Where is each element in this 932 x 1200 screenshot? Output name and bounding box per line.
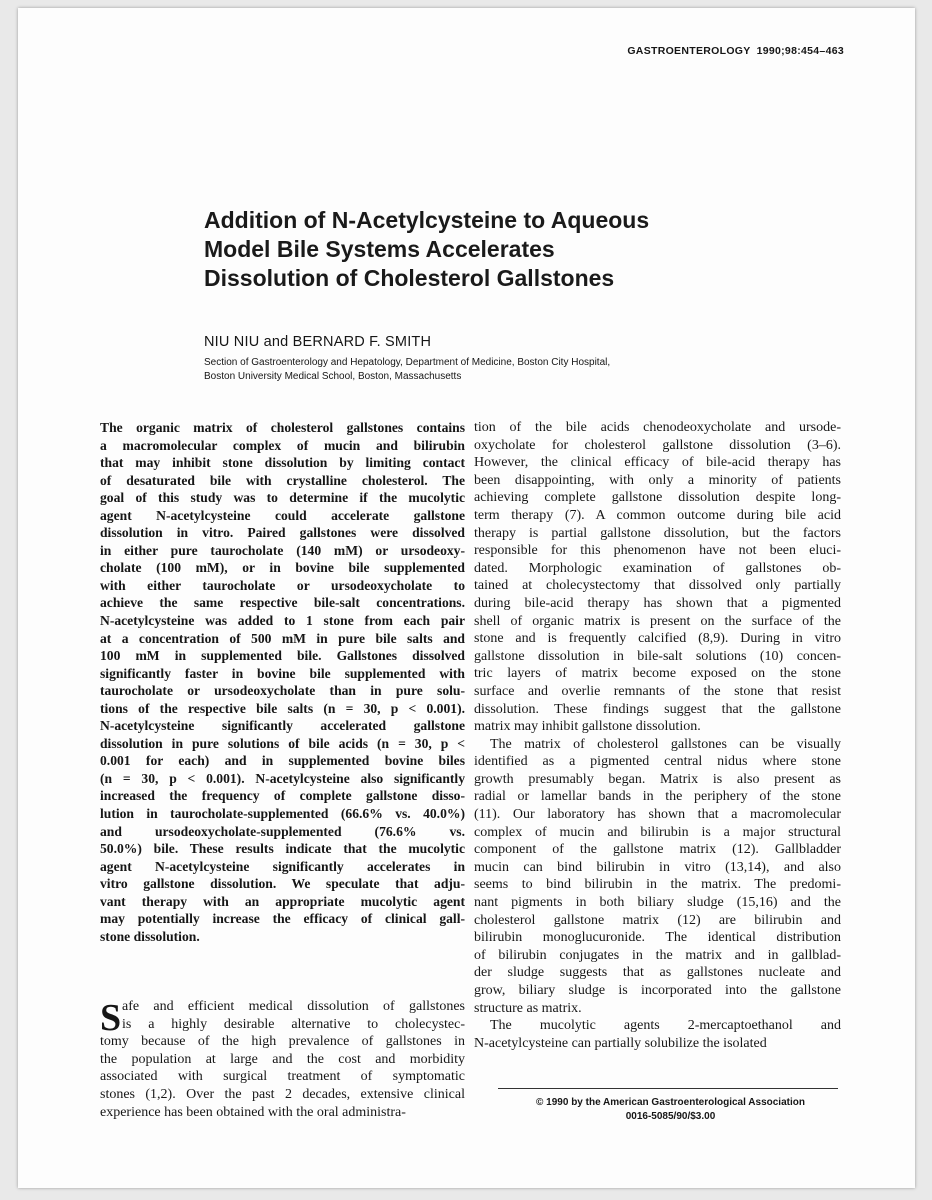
text-line: during bile-acid therapy has shown that a pigmented [474, 595, 841, 611]
introduction-paragraph [100, 998, 465, 1121]
journal-header [627, 45, 844, 57]
text-line: cholesterol gallstone matrix (12) are bilirubin and [474, 912, 841, 928]
text-line: 50.0%) bile. These results indicate that the mucolytic [100, 841, 465, 857]
journal-page [18, 8, 915, 1188]
text-line: dated. Morphologic examination of gallstones ob- [474, 560, 841, 576]
text-line: dissolution in pure solutions of bile acids (n = 30, p < [100, 735, 465, 751]
copyright-notice [498, 1096, 843, 1124]
text-line: (11). Our laboratory has shown that a macromolecular [474, 807, 841, 823]
text-line: significantly faster in bovine bile supplemented with [100, 665, 465, 681]
article-title [204, 206, 649, 293]
text-line: therapy is partial gallstone dissolution, but the factors [474, 525, 841, 541]
text-line: seems to bind bilirubin in the matrix. The predomi- [474, 877, 841, 893]
text-line: increased the frequency of complete gallstone disso- [100, 788, 465, 804]
text-line: gallstone dissolution in bile-salt solutions (10) concen- [474, 648, 841, 664]
journal-citation: 1990;98:454–463 [756, 45, 844, 57]
text-line: tric layers of matrix become exposed on the stone [474, 666, 841, 682]
text-line: responsible for this phenomenon have not been eluci- [474, 543, 841, 559]
affiliation [204, 356, 610, 384]
affiliation-line: Section of Gastroenterology and Hepatology, Department of Medicine, Boston City Hospital, [204, 357, 611, 368]
text-line: nant pigments in both biliary sludge (15,16) and the [474, 895, 841, 911]
abstract [100, 419, 465, 945]
text-line: in either pure taurocholate (140 mM) or ursodeoxy- [100, 542, 465, 558]
text-line: tomy because of the high prevalence of gallstones in [100, 1034, 465, 1050]
text-line: agent N-acetylcysteine could accelerate gallstone [100, 507, 465, 523]
text-line: oxycholate for cholesterol gallstone dissolution (3–6). [474, 437, 841, 453]
text-line: tions of the respective bile salts (n = 30, p < 0.001). [100, 700, 465, 716]
text-line: achieve the same respective bile-salt concentrations. [100, 595, 465, 611]
text-line: is a highly desirable alternative to cholecystec- [122, 1016, 465, 1032]
text-line: grow, biliary sludge is incorporated into the gallstone [474, 983, 841, 998]
text-line: growth presumably began. Matrix is also present as [474, 771, 841, 787]
text-line: The mucolytic agents 2-mercaptoethanol and [490, 1018, 841, 1034]
text-line: the population at large and the cost and morbidity [100, 1051, 465, 1067]
text-line: tion of the bile acids chenodeoxycholate and ursode- [474, 420, 841, 435]
journal-name: GASTROENTEROLOGY [627, 45, 751, 57]
text-line: stones (1,2). Over the past 2 decades, extensive clinical [100, 1086, 465, 1102]
copyright-text: © 1990 by the American Gastroenterological Association [536, 1097, 805, 1108]
text-line: stone dissolution. [100, 928, 200, 944]
text-line: agent N-acetylcysteine significantly accelerates in [100, 858, 465, 874]
text-line: experience has been obtained with the oral administra- [100, 1104, 406, 1120]
text-line: der sludge suggests that as gallstones nucleate and [474, 965, 841, 981]
text-line: term therapy (7). A common outcome during bile acid [474, 507, 841, 523]
text-line: matrix may inhibit gallstone dissolution. [474, 719, 701, 735]
text-line: complex of mucin and bilirubin is a major structural [474, 824, 841, 840]
text-line: may potentially increase the efficacy of clinical gall- [100, 911, 465, 927]
text-line: goal of this study was to determine if the mucolytic [100, 490, 465, 506]
text-line: dissolution. These findings suggest that the gallstone [474, 701, 841, 717]
text-line: identified as a pigmented central nidus where stone [474, 754, 841, 770]
text-line: vitro gallstone dissolution. We speculate that adju- [100, 876, 465, 892]
text-line: mucin can bind bilirubin in vitro (13,14), and also [474, 859, 841, 875]
title-line: Addition of N-Acetylcysteine to Aqueous [204, 207, 650, 233]
text-line: vant therapy with an appropriate mucolytic agent [100, 893, 465, 909]
footnote-rule [498, 1088, 838, 1089]
price-code: 0016-5085/90/$3.00 [625, 1111, 716, 1122]
text-line: structure as matrix. [474, 1000, 582, 1016]
text-line: 0.001 for each) and in supplemented bovine biles [100, 753, 465, 769]
right-column-body [474, 419, 841, 1052]
text-line: of bilirubin conjugates in the matrix and in gallblad- [474, 947, 841, 963]
text-line: N-acetylcysteine was added to 1 stone from each pair [100, 613, 465, 629]
text-line: shell of organic matrix is present on the surface of the [474, 613, 841, 629]
text-line: cholate (100 mM), or in bovine bile supplemented [100, 560, 465, 576]
author-list: NIU NIU and BERNARD F. SMITH [204, 334, 432, 350]
text-line: bilirubin monoglucuronide. The identical distribution [474, 930, 841, 946]
text-line: a macromolecular complex of mucin and bilirubin [100, 437, 465, 453]
text-line: N-acetylcysteine can partially solubilize the isolated [474, 1035, 767, 1051]
text-line: been disappointing, with only a minority of patients [474, 472, 841, 488]
text-line: with either taurocholate or ursodeoxycholate to [100, 577, 465, 593]
text-line: component of the gallstone matrix (12). Gallbladder [474, 842, 841, 858]
text-line: surface and overlie remnants of the stone that resist [474, 683, 841, 699]
text-line: (n = 30, p < 0.001). N-acetylcysteine also significantly [100, 770, 465, 786]
title-line: Model Bile Systems Accelerates [204, 236, 555, 262]
text-line: radial or lamellar bands in the periphery of the stone [474, 789, 841, 805]
text-line: taurocholate or ursodeoxycholate than in pure solu- [100, 683, 465, 699]
text-line: dissolution in vitro. Paired gallstones were dissolved [100, 525, 465, 541]
text-line: achieving complete gallstone dissolution despite long- [474, 490, 841, 506]
text-line: lution in taurocholate-supplemented (66.6% vs. 40.0%) [100, 806, 465, 822]
text-line: that may inhibit stone dissolution by limiting contact [100, 455, 465, 471]
text-line: and ursodeoxycholate-supplemented (76.6% vs. [100, 823, 465, 839]
text-line: The organic matrix of cholesterol gallstones contains [100, 420, 465, 435]
affiliation-line: Boston University Medical School, Boston, Massachusetts [204, 371, 462, 382]
text-line: However, the clinical efficacy of bile-acid therapy has [474, 455, 841, 471]
title-line: Dissolution of Cholesterol Gallstones [204, 265, 615, 291]
text-line: at a concentration of 500 mM in pure bile salts and [100, 630, 465, 646]
text-line: N-acetylcysteine significantly accelerated gallstone [100, 718, 465, 734]
text-line: 100 mM in supplemented bile. Gallstones dissolved [100, 648, 465, 664]
text-line: associated with surgical treatment of symptomatic [100, 1069, 465, 1085]
text-line: afe and efficient medical dissolution of gallstones [122, 999, 465, 1014]
text-line: stone and is frequently calcified (8,9). During in vitro [474, 631, 841, 647]
drop-cap: S [100, 997, 122, 1039]
text-line: tained at cholecystectomy that dissolved only partially [474, 578, 841, 594]
text-line: of desaturated bile with crystalline cholesterol. The [100, 472, 465, 488]
text-line: The matrix of cholesterol gallstones can be visually [490, 736, 841, 752]
